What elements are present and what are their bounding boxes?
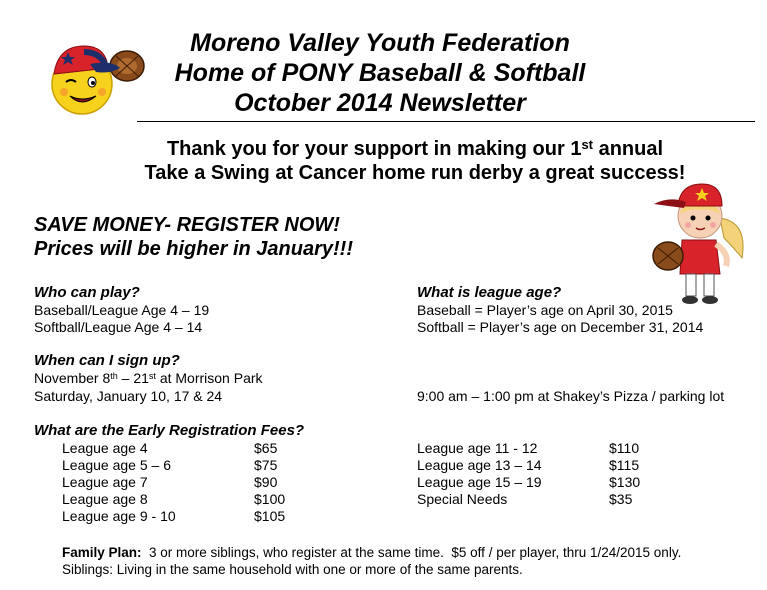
who-baseball: Baseball/League Age 4 – 19: [34, 302, 210, 318]
fee-price: $100: [254, 491, 286, 507]
promo-line-2: Prices will be higher in January!!!: [34, 238, 353, 260]
fee-price: $35: [609, 491, 633, 507]
fee-label: Special Needs: [417, 491, 508, 507]
fee-label: League age 4: [62, 440, 148, 456]
signup-heading: When can I sign up?: [34, 352, 180, 369]
fee-label: League age 8: [62, 491, 148, 507]
who-heading: Who can play?: [34, 284, 140, 301]
signup-january-location: 9:00 am – 1:00 pm at Shakey’s Pizza / parking lot: [417, 388, 725, 404]
who-softball: Softball/League Age 4 – 14: [34, 319, 203, 335]
fee-price: $115: [609, 457, 640, 473]
league-age-heading: What is league age?: [417, 284, 562, 301]
signup-january: Saturday, January 10, 17 & 24: [34, 388, 223, 404]
thanks-line-2: Take a Swing at Cancer home run derby a great success!: [144, 162, 686, 184]
fee-price: $105: [254, 508, 286, 524]
org-subtitle: Home of PONY Baseball & Softball: [174, 59, 586, 87]
league-age-baseball: Baseball = Player’s age on April 30, 2015: [417, 302, 673, 318]
fee-label: League age 11 - 12: [417, 440, 538, 456]
newsletter-date: October 2014 Newsletter: [234, 89, 526, 117]
fee-price: $75: [254, 457, 278, 473]
fee-label: League age 15 – 19: [417, 474, 542, 490]
softball-girl-icon: [650, 178, 750, 306]
fee-label: League age 5 – 6: [62, 457, 171, 473]
thanks-line-1: Thank you for your support in making our 1st annual: [166, 137, 664, 160]
fee-price: $90: [254, 474, 278, 490]
header-divider: [137, 121, 755, 122]
family-plan: Family Plan: 3 or more siblings, who register at the same time. $5 off / per player, thru 1/24/2015 only.: [62, 545, 682, 560]
fee-price: $65: [254, 440, 278, 456]
siblings-definition: Siblings: Living in the same household with one or more of the same parents.: [62, 562, 523, 577]
signup-november: November 8th – 21st at Morrison Park: [34, 370, 263, 386]
fee-label: League age 9 - 10: [62, 508, 176, 524]
league-age-softball: Softball = Player’s age on December 31, 2014: [417, 319, 704, 335]
promo-line-1: SAVE MONEY- REGISTER NOW!: [34, 214, 340, 236]
fees-heading: What are the Early Registration Fees?: [34, 422, 305, 439]
fee-label: League age 13 – 14: [417, 457, 542, 473]
fee-label: League age 7: [62, 474, 148, 490]
org-title: Moreno Valley Youth Federation: [190, 29, 570, 57]
fee-price: $130: [609, 474, 641, 490]
fee-price: $110: [609, 440, 640, 456]
